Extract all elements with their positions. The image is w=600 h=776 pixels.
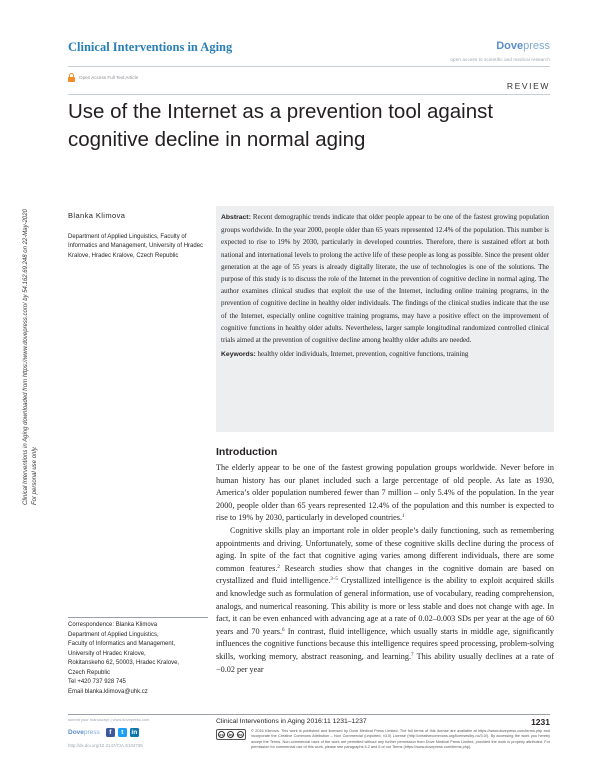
author-name: Blanka Klimova bbox=[68, 211, 126, 220]
open-lock-icon bbox=[68, 73, 75, 82]
reference-link[interactable]: 6 bbox=[282, 627, 285, 633]
intro-paragraph-2: Cognitive skills play an important role in older people’s daily functioning, such as remembering appointments and driving. Unfortunately, some of these cognitive skills decline during the process of aging. In spite of the fact that cognitive aging varies among different individuals, there are some common features.$^2$ Research studies show that changes in the cognitive domain are based on crystallized and fluid intelligence.$^{3-5}$ Crystallized intelligence is the ability to exploit acquired skills and knowledge such as formulation of general information, use of vocabulary, reading comprehension, analogs, and numerical reasoning. This ability is more or less stable and does not change with age. In fact, it can be even enhanced with advancing age at a rate of 0.02–0.003 SDs per year at the age of 60 years and 70 years.$^6$ In contrast, fluid intelligence, which usually starts in middle age, significantly influences the cognitive functions because this intelligence requires speed processing, problem-solving skills, working memory, abstract reasoning, and learning.$^7$ This ability usually declines at a rate of −0.02 per year bbox=[216, 525, 555, 674]
license-block bbox=[216, 729, 550, 751]
introduction-body bbox=[216, 462, 554, 676]
dovepress-logo[interactable] bbox=[496, 40, 550, 52]
submit-manuscript-link[interactable]: submit your manuscript | www.dovepress.com bbox=[68, 717, 150, 722]
correspondence-divider bbox=[68, 617, 208, 618]
correspondence-phone: Tel +420 737 928 745 bbox=[68, 679, 126, 685]
correspondence-line: University of Hradec Kralove, bbox=[68, 650, 146, 657]
cc-icon-part: cc bbox=[219, 732, 224, 737]
open-access-label: Open Access Full Text Article bbox=[79, 75, 139, 80]
correspondence-block bbox=[68, 621, 208, 697]
abstract-label: Abstract: bbox=[221, 214, 251, 221]
brand-tagline: open access to scientific and medical research bbox=[450, 57, 550, 62]
introduction-heading: Introduction bbox=[216, 446, 278, 458]
footer-publisher bbox=[68, 717, 208, 748]
article-type: REVIEW bbox=[506, 81, 550, 91]
brand-suffix: press bbox=[523, 40, 550, 52]
footer-divider bbox=[68, 714, 550, 715]
creative-commons-icon[interactable] bbox=[216, 729, 246, 740]
facebook-icon[interactable]: f bbox=[106, 728, 115, 737]
download-stamp bbox=[22, 150, 50, 505]
intro-paragraph-1: The elderly appear to be one of the fastest growing population groups worldwide. Never before in human history has our planet included such a large percentage of old people. As late as 1930, America’s older population numbered fewer than 7 million – only 5.4% of the population. In the year 2000, people older than 65 years represented 12.4% of the population and this number is expected to rise to 19% by 2030, particularly in developed countries.$^1$ bbox=[216, 463, 554, 523]
footer-brand-main: Dove bbox=[68, 729, 84, 736]
correspondence-email[interactable]: Email blanka.klimova@uhk.cz bbox=[68, 688, 148, 695]
footer-citation: Clinical Interventions in Aging 2016:11 1231–1237 bbox=[216, 718, 367, 725]
download-stamp-note: For personal use only. bbox=[31, 446, 38, 505]
reference-link[interactable]: 7 bbox=[411, 652, 414, 658]
correspondence-line: Rokitanskeho 62, 50003, Hradec Kralove, bbox=[68, 660, 180, 666]
download-stamp-line: Clinical Interventions in Aging downloaded from https://www.dovepress.com/ by 54.162.69.248 on 22-May-2020 bbox=[23, 209, 29, 505]
footer-brand-suffix: press bbox=[83, 729, 100, 736]
header-divider bbox=[68, 66, 550, 67]
cc-icon-part: by bbox=[228, 732, 234, 737]
abstract-text: Recent demographic trends indicate that older people appear to be one of the fastest growing population groups worldwide. In the year 2000, people older than 65 years represented 12.4% of the population. This number is expected to rise to 19% by 2030, particularly in developed countries. Therefore, there is sustained effort at both national and international levels to prolong the active life of these people as long as possible. Since the present older generation at the age of 55 years is already digitally literate, the use of technologies is one of the solutions. The purpose of this study is to discuss the role of the Internet in the prevention of cognitive decline in normal aging. The author examines clinical studies that exploit the use of the Internet, including online training programs, in the prevention of cognitive decline in healthy older individuals. The findings of the clinical studies indicate that the use of the Internet, especially online cognitive training programs, may have a positive effect on the improvement of cognitive functions in healthy older adults. Nevertheless, larger sample longitudinal randomized controlled clinical trials aimed at the prevention of cognitive decline among healthy older adults are needed. bbox=[221, 213, 550, 345]
correspondence-line: Czech Republic bbox=[68, 669, 111, 676]
keywords-label: Keywords: bbox=[221, 351, 256, 359]
article-title: Use of the Internet as a prevention tool against cognitive decline in normal aging bbox=[68, 100, 494, 151]
correspondence-line: Faculty of Informatics and Management, bbox=[68, 641, 176, 647]
twitter-icon[interactable]: t bbox=[118, 728, 127, 737]
title-divider bbox=[68, 94, 550, 95]
reference-link[interactable]: 3–5 bbox=[330, 577, 338, 583]
social-links bbox=[106, 728, 139, 737]
linkedin-icon[interactable]: in bbox=[131, 729, 138, 736]
doi-link[interactable]: http://dx.doi.org/10.2147/CIA.S104736 bbox=[68, 743, 143, 748]
reference-link[interactable]: 1 bbox=[402, 514, 405, 520]
keywords-text: healthy older individuals, Internet, prevention, cognitive functions, training bbox=[257, 350, 469, 359]
license-text: © 2016 Klimova. This work is published and licensed by Dove Medical Press Limited. The full terms of this license are available at https://www.dovepress.com/terms.php and incorporate the Creative Commons Attribution – Non Commercial (unported, v3.0) License (http://creativecommons.org/licenses/by-nc/3.0/). By accessing the work you hereby accept the Terms. Non-commercial uses of the work are permitted without any further permission from Dove Medical Press Limited, provided the work is properly attributed. For permission for commercial use of this work, please see paragraphs 4.2 and 5 of our Terms (https://www.dovepress.com/terms.php). bbox=[251, 729, 550, 750]
journal-title: Clinical Interventions in Aging bbox=[68, 40, 233, 54]
cc-icon-part: nc bbox=[237, 732, 243, 737]
author-affiliation: Department of Applied Linguistics, Faculty of Informatics and Management, University of Hradec Kralove, Hradec Kralove, Czech Republic bbox=[68, 234, 204, 259]
abstract-box bbox=[216, 206, 554, 432]
correspondence-line: Correspondence: Blanka Klimova bbox=[68, 622, 158, 628]
reference-link[interactable]: 2 bbox=[277, 564, 280, 570]
correspondence-line: Department of Applied Linguistics, bbox=[68, 631, 159, 638]
footer-dovepress-logo[interactable] bbox=[68, 729, 100, 736]
page-number: 1231 bbox=[531, 717, 550, 727]
brand-main: Dove bbox=[496, 40, 524, 52]
open-access-badge bbox=[68, 73, 138, 82]
keywords-paragraph bbox=[221, 348, 549, 361]
abstract-paragraph bbox=[221, 211, 549, 346]
